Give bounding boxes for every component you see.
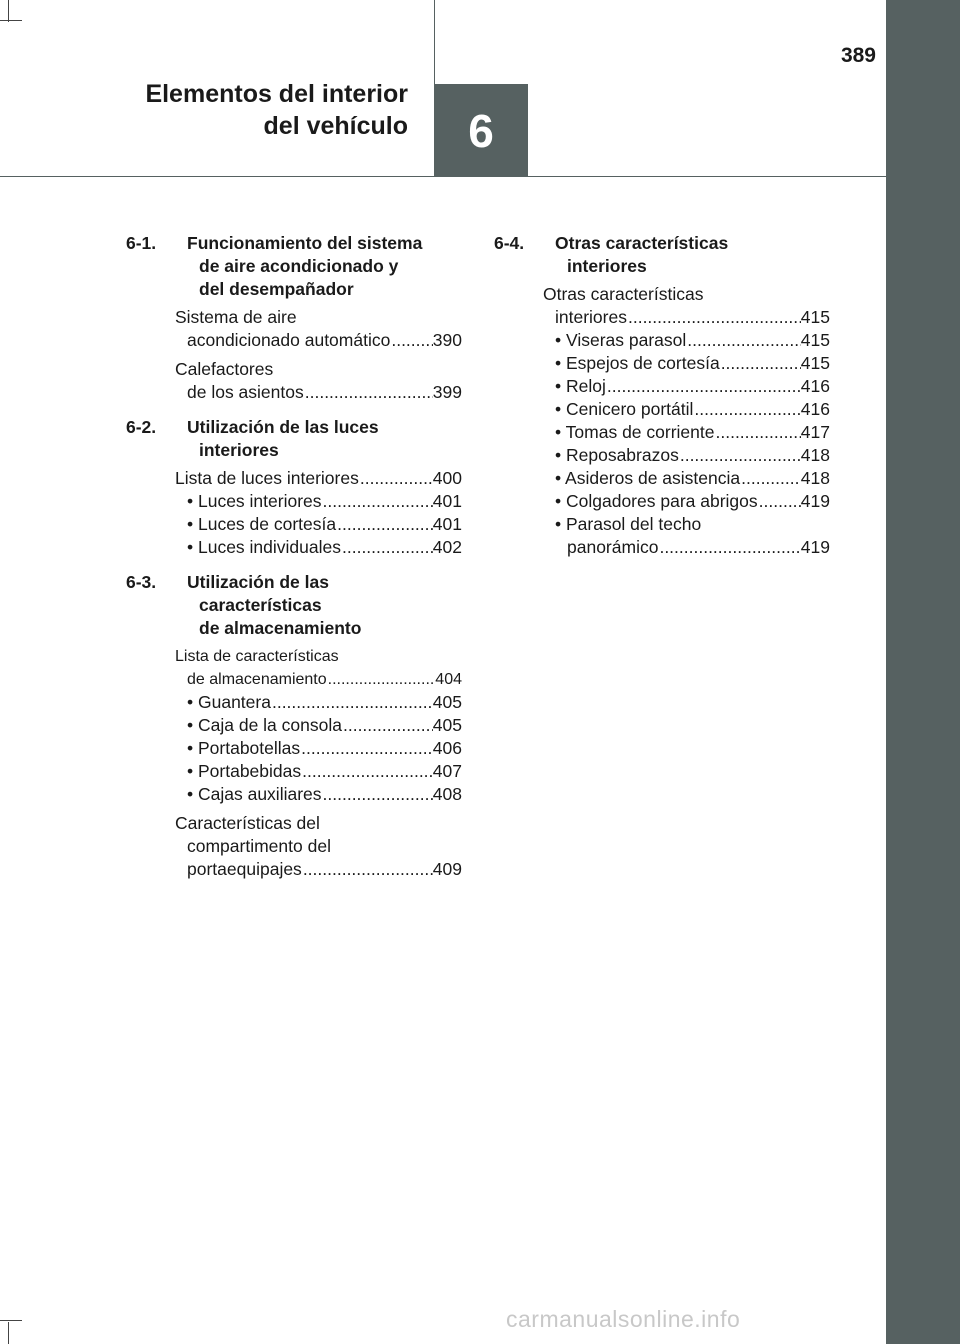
- section-heading[interactable]: [126, 232, 462, 301]
- entry-text: Calefactores: [175, 359, 274, 379]
- entry-text: • Caja de la consola: [187, 715, 342, 735]
- header-vertical-rule: [434, 0, 435, 84]
- chapter-side-strip: [886, 0, 960, 1344]
- toc-subentry[interactable]: [543, 352, 830, 375]
- page-ref: 415: [800, 330, 830, 350]
- page-ref: 400: [432, 468, 462, 488]
- page-ref: 405: [432, 715, 462, 735]
- section-number: 6-2.: [126, 417, 157, 437]
- toc-subentry[interactable]: [175, 760, 462, 783]
- section-title-line: Otras características: [555, 233, 729, 253]
- section-heading[interactable]: [126, 416, 462, 462]
- entry-text: • Asideros de asistencia: [555, 468, 741, 488]
- section-heading[interactable]: [494, 232, 830, 278]
- crop-mark: [0, 20, 22, 21]
- page-number: 389: [840, 44, 876, 67]
- toc-subentry[interactable]: [543, 421, 830, 444]
- chapter-title-line: del vehículo: [263, 112, 408, 140]
- chapter-number-tab: 6: [434, 84, 528, 177]
- page-ref: 416: [800, 399, 830, 419]
- section-title-line: del desempañador: [199, 279, 354, 299]
- entry-text: Lista de características: [175, 648, 339, 665]
- section-title-line: Utilización de las: [187, 572, 329, 592]
- crop-mark: [8, 0, 9, 22]
- section-heading[interactable]: [126, 571, 462, 640]
- section-title-line: características: [199, 595, 322, 615]
- section-number: 6-1.: [126, 233, 157, 253]
- page-ref: 406: [432, 738, 462, 758]
- entry-text: compartimento del: [187, 836, 331, 856]
- toc-entry[interactable]: [175, 645, 462, 806]
- crop-mark: [8, 1322, 9, 1344]
- entry-text: • Portabebidas: [187, 761, 302, 781]
- page-ref: 405: [432, 692, 462, 712]
- section-title-line: Utilización de las luces: [187, 417, 379, 437]
- entry-text: • Viseras parasol: [555, 330, 687, 350]
- toc-section-6-2: [126, 416, 462, 559]
- toc-entry[interactable]: [175, 306, 462, 352]
- toc-entry[interactable]: [175, 467, 462, 559]
- chapter-title-line: Elementos del interior: [145, 80, 408, 108]
- toc-entry[interactable]: [543, 283, 830, 559]
- toc-entry[interactable]: [175, 812, 462, 881]
- entry-text: • Parasol del techo: [555, 514, 702, 534]
- toc-subentry[interactable]: [175, 783, 462, 806]
- toc-section-6-3: [126, 571, 462, 881]
- toc-subentry[interactable]: [175, 691, 462, 714]
- section-number: 6-3.: [126, 572, 157, 592]
- entry-text: • Portabotellas: [187, 738, 301, 758]
- entry-text: acondicionado automático: [187, 330, 391, 350]
- section-title-line: de aire acondicionado y: [199, 256, 399, 276]
- toc-subentry[interactable]: [175, 513, 462, 536]
- entry-text: • Reloj: [555, 376, 606, 396]
- chapter-title: [145, 78, 408, 142]
- page-ref: 415: [800, 353, 830, 373]
- toc-subentry[interactable]: [175, 536, 462, 559]
- toc-subentry[interactable]: [543, 375, 830, 398]
- page-ref: 419: [800, 537, 830, 557]
- toc-subentry[interactable]: [543, 329, 830, 352]
- section-title-line: interiores: [199, 440, 279, 460]
- toc-subentry[interactable]: [175, 714, 462, 737]
- section-title-line: de almacenamiento: [199, 618, 362, 638]
- entry-text: de almacenamiento: [187, 671, 327, 688]
- entry-text: • Tomas de corriente: [555, 422, 715, 442]
- toc-subentry[interactable]: [543, 444, 830, 467]
- page-ref: 404: [435, 671, 462, 688]
- entry-text: • Luces interiores: [187, 491, 322, 511]
- entry-text: • Luces individuales: [187, 537, 341, 557]
- entry-text: panorámico: [567, 537, 659, 557]
- page-ref: 419: [800, 491, 830, 511]
- page-ref: 408: [432, 784, 462, 804]
- page-ref: 417: [800, 422, 830, 442]
- toc-subentry[interactable]: [175, 490, 462, 513]
- toc-section-6-4: [494, 232, 830, 559]
- entry-text: Sistema de aire: [175, 307, 297, 327]
- crop-mark: [0, 1320, 22, 1321]
- section-title-line: Funcionamiento del sistema: [187, 233, 423, 253]
- entry-text: Lista de luces interiores: [175, 468, 359, 488]
- page-ref: 401: [432, 491, 462, 511]
- page-ref: 402: [432, 537, 462, 557]
- toc-column-right: [494, 232, 830, 571]
- toc-subentry[interactable]: [543, 398, 830, 421]
- page-ref: 415: [800, 307, 830, 327]
- entry-text: • Cenicero portátil: [555, 399, 694, 419]
- page-ref: 401: [432, 514, 462, 534]
- entry-text: portaequipajes: [187, 859, 302, 879]
- page-ref: 418: [800, 468, 830, 488]
- entry-text: Características del: [175, 813, 320, 833]
- watermark: carmanualsonline.info: [506, 1306, 741, 1332]
- page-ref: 418: [800, 445, 830, 465]
- toc-subentry[interactable]: [543, 467, 830, 490]
- page-ref: 416: [800, 376, 830, 396]
- section-title-line: interiores: [567, 256, 647, 276]
- entry-text: Otras características: [543, 284, 704, 304]
- entry-text: • Reposabrazos: [555, 445, 679, 465]
- page-ref: 409: [432, 859, 462, 879]
- page-ref: 407: [432, 761, 462, 781]
- entry-text: • Luces de cortesía: [187, 514, 337, 534]
- toc-subentry[interactable]: [175, 737, 462, 760]
- entry-text: • Colgadores para abrigos: [555, 491, 758, 511]
- toc-section-6-1: [126, 232, 462, 404]
- toc-column-left: [126, 232, 462, 893]
- page-ref: 390: [432, 330, 462, 350]
- toc-entry[interactable]: [175, 358, 462, 404]
- toc-subentry[interactable]: [543, 536, 830, 559]
- section-number: 6-4.: [494, 233, 525, 253]
- entry-text: • Espejos de cortesía: [555, 353, 720, 373]
- entry-text: • Guantera: [187, 692, 271, 712]
- entry-text: • Cajas auxiliares: [187, 784, 322, 804]
- entry-text: de los asientos: [187, 382, 304, 402]
- toc-subentry[interactable]: [543, 490, 830, 513]
- entry-text: interiores: [555, 307, 627, 327]
- page-ref: 399: [432, 382, 462, 402]
